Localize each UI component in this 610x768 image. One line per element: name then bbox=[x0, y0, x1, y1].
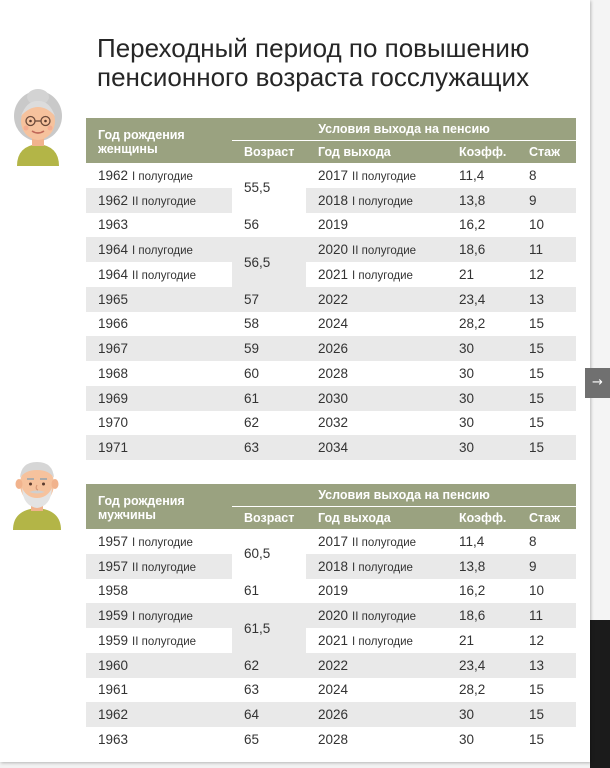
tenure-value: 8 bbox=[529, 533, 537, 549]
exit-half: I полугодие bbox=[352, 195, 413, 208]
birth-year: 1962 bbox=[98, 167, 129, 183]
birth-year: 1959 bbox=[98, 632, 129, 648]
birth-year: 1962 bbox=[98, 192, 129, 208]
table-row bbox=[86, 702, 576, 727]
men-table-body bbox=[86, 529, 576, 752]
tenure-cell bbox=[517, 653, 576, 678]
coeff-value: 11,4 bbox=[459, 167, 485, 183]
tenure-cell bbox=[517, 262, 576, 287]
birth-year: 1963 bbox=[98, 731, 129, 747]
men-table bbox=[86, 484, 576, 752]
tenure-value: 15 bbox=[529, 365, 545, 381]
exit-year-cell bbox=[306, 628, 447, 653]
tenure-cell bbox=[517, 163, 576, 188]
coeff-value: 16,2 bbox=[459, 583, 486, 599]
tenure-value: 13 bbox=[529, 291, 545, 307]
birth-year-cell bbox=[86, 702, 232, 727]
birth-half: I полугодие bbox=[132, 245, 193, 258]
birth-year-cell bbox=[86, 262, 232, 287]
conditions-header: Условия выхода на пенсию bbox=[232, 484, 576, 507]
exit-year-cell bbox=[306, 702, 447, 727]
birth-year-cell bbox=[86, 287, 232, 312]
tenure-value: 12 bbox=[529, 632, 545, 648]
exit-year-cell bbox=[306, 188, 447, 213]
exit-year-cell bbox=[306, 579, 447, 604]
age-value: 61,5 bbox=[244, 620, 271, 636]
birth-year-cell bbox=[86, 312, 232, 337]
age-value: 62 bbox=[244, 657, 260, 673]
birth-year-cell bbox=[86, 213, 232, 238]
coeff-value: 23,4 bbox=[459, 657, 486, 673]
birth-year-cell bbox=[86, 361, 232, 386]
age-cell bbox=[232, 163, 306, 213]
exit-year: 2026 bbox=[318, 707, 349, 723]
exit-year-header: Год выхода bbox=[306, 141, 447, 164]
tenure-value: 15 bbox=[529, 390, 545, 406]
tenure-header: Стаж bbox=[517, 507, 576, 530]
exit-year-cell bbox=[306, 361, 447, 386]
tenure-value: 11 bbox=[529, 608, 544, 624]
table-row bbox=[86, 237, 576, 262]
tenure-value: 11 bbox=[529, 242, 544, 258]
table-row bbox=[86, 554, 576, 579]
age-cell bbox=[232, 237, 306, 287]
age-cell bbox=[232, 411, 306, 436]
coeff-cell bbox=[447, 411, 517, 436]
tenure-value: 10 bbox=[529, 217, 545, 233]
birth-year: 1970 bbox=[98, 415, 129, 431]
age-value: 55,5 bbox=[244, 180, 271, 196]
birth-year-cell bbox=[86, 163, 232, 188]
coeff-cell bbox=[447, 529, 517, 554]
conditions-header: Условия выхода на пенсию bbox=[232, 118, 576, 141]
exit-year: 2020 bbox=[318, 242, 349, 258]
age-cell bbox=[232, 678, 306, 703]
birth-half: II полугодие bbox=[132, 195, 197, 208]
exit-year: 2019 bbox=[318, 217, 349, 233]
exit-year-cell bbox=[306, 727, 447, 752]
age-value: 65 bbox=[244, 731, 260, 747]
birth-year: 1957 bbox=[98, 558, 129, 574]
coeff-value: 13,8 bbox=[459, 558, 486, 574]
coeff-cell bbox=[447, 213, 517, 238]
exit-year-cell bbox=[306, 163, 447, 188]
coeff-value: 30 bbox=[459, 390, 475, 406]
coeff-value: 13,8 bbox=[459, 192, 486, 208]
birth-year: 1965 bbox=[98, 291, 129, 307]
age-cell bbox=[232, 435, 306, 460]
coeff-cell bbox=[447, 287, 517, 312]
tenure-cell bbox=[517, 188, 576, 213]
exit-year-cell bbox=[306, 312, 447, 337]
women-table-body bbox=[86, 163, 576, 460]
exit-year: 2032 bbox=[318, 415, 349, 431]
exit-year: 2030 bbox=[318, 390, 349, 406]
birth-year: 1968 bbox=[98, 365, 129, 381]
tenure-header: Стаж bbox=[517, 141, 576, 164]
tenure-value: 15 bbox=[529, 415, 545, 431]
age-cell bbox=[232, 361, 306, 386]
coeff-cell bbox=[447, 727, 517, 752]
exit-year: 2026 bbox=[318, 341, 349, 357]
birth-half: I полугодие bbox=[132, 536, 193, 549]
grandmother-avatar-icon bbox=[7, 88, 69, 166]
page-title: Переходный период по повышению пенсионного возраста госслужащих bbox=[97, 33, 530, 92]
birth-year-cell bbox=[86, 435, 232, 460]
table-row bbox=[86, 336, 576, 361]
exit-half: II полугодие bbox=[352, 536, 417, 549]
exit-year: 2018 bbox=[318, 558, 349, 574]
exit-year: 2028 bbox=[318, 731, 349, 747]
age-value: 59 bbox=[244, 341, 260, 357]
birth-year-cell bbox=[86, 529, 232, 554]
tenure-value: 15 bbox=[529, 316, 545, 332]
table-row bbox=[86, 628, 576, 653]
tenure-cell bbox=[517, 213, 576, 238]
table-row bbox=[86, 653, 576, 678]
exit-half: I полугодие bbox=[352, 269, 413, 282]
age-header: Возраст bbox=[232, 141, 306, 164]
exit-year: 2021 bbox=[318, 266, 349, 282]
tenure-cell bbox=[517, 554, 576, 579]
coeff-value: 18,6 bbox=[459, 242, 486, 258]
coeff-value: 23,4 bbox=[459, 291, 486, 307]
table-row bbox=[86, 435, 576, 460]
exit-year-cell bbox=[306, 653, 447, 678]
tenure-cell bbox=[517, 287, 576, 312]
birth-half: I полугодие bbox=[132, 170, 193, 183]
table-row bbox=[86, 163, 576, 188]
table-row bbox=[86, 411, 576, 436]
birth-year-cell bbox=[86, 653, 232, 678]
birth-year: 1959 bbox=[98, 608, 129, 624]
tenure-cell bbox=[517, 336, 576, 361]
table-row bbox=[86, 727, 576, 752]
tenure-value: 8 bbox=[529, 167, 537, 183]
birth-year-cell bbox=[86, 628, 232, 653]
exit-half: I полугодие bbox=[352, 561, 413, 574]
tenure-cell bbox=[517, 579, 576, 604]
age-value: 61 bbox=[244, 583, 260, 599]
birth-year-header: Год рождения женщины bbox=[86, 118, 232, 163]
birth-year-cell bbox=[86, 188, 232, 213]
table-row bbox=[86, 579, 576, 604]
exit-year-cell bbox=[306, 386, 447, 411]
age-cell bbox=[232, 312, 306, 337]
age-value: 63 bbox=[244, 440, 260, 456]
table-row bbox=[86, 287, 576, 312]
birth-half: II полугодие bbox=[132, 635, 197, 648]
tenure-cell bbox=[517, 678, 576, 703]
table-row bbox=[86, 188, 576, 213]
birth-year-cell bbox=[86, 603, 232, 628]
birth-year: 1960 bbox=[98, 657, 129, 673]
birth-half: II полугодие bbox=[132, 561, 197, 574]
exit-half: I полугодие bbox=[352, 635, 413, 648]
age-value: 61 bbox=[244, 390, 260, 406]
birth-year: 1964 bbox=[98, 242, 129, 258]
exit-year-cell bbox=[306, 411, 447, 436]
exit-year: 2022 bbox=[318, 291, 349, 307]
age-value: 56,5 bbox=[244, 254, 271, 270]
age-value: 57 bbox=[244, 291, 260, 307]
age-value: 60,5 bbox=[244, 546, 271, 562]
table-row bbox=[86, 386, 576, 411]
birth-year: 1969 bbox=[98, 390, 129, 406]
age-cell bbox=[232, 529, 306, 579]
age-header: Возраст bbox=[232, 507, 306, 530]
table-row bbox=[86, 312, 576, 337]
age-cell bbox=[232, 213, 306, 238]
exit-year: 2020 bbox=[318, 608, 349, 624]
birth-half: I полугодие bbox=[132, 611, 193, 624]
birth-year: 1958 bbox=[98, 583, 129, 599]
table-row bbox=[86, 678, 576, 703]
coeff-cell bbox=[447, 361, 517, 386]
birth-year: 1967 bbox=[98, 341, 129, 357]
birth-year-cell bbox=[86, 411, 232, 436]
exit-half: II полугодие bbox=[352, 245, 417, 258]
next-arrow-button[interactable] bbox=[585, 368, 610, 398]
exit-year-cell bbox=[306, 603, 447, 628]
coeff-cell bbox=[447, 262, 517, 287]
coeff-value: 21 bbox=[459, 632, 475, 648]
coeff-value: 11,4 bbox=[459, 533, 485, 549]
tenure-cell bbox=[517, 702, 576, 727]
coeff-cell bbox=[447, 628, 517, 653]
exit-year-header: Год выхода bbox=[306, 507, 447, 530]
table-row bbox=[86, 361, 576, 386]
birth-year-cell bbox=[86, 579, 232, 604]
coeff-value: 30 bbox=[459, 341, 475, 357]
women-table bbox=[86, 118, 576, 460]
age-value: 56 bbox=[244, 217, 260, 233]
tenure-value: 13 bbox=[529, 657, 545, 673]
exit-year-cell bbox=[306, 554, 447, 579]
age-value: 64 bbox=[244, 707, 260, 723]
birth-year-header: Год рождения мужчины bbox=[86, 484, 232, 529]
tenure-cell bbox=[517, 237, 576, 262]
exit-year: 2017 bbox=[318, 167, 349, 183]
exit-year: 2034 bbox=[318, 440, 349, 456]
exit-year-cell bbox=[306, 262, 447, 287]
birth-year-cell bbox=[86, 727, 232, 752]
coeff-value: 30 bbox=[459, 707, 475, 723]
exit-half: II полугодие bbox=[352, 611, 417, 624]
birth-year: 1966 bbox=[98, 316, 129, 332]
exit-year-cell bbox=[306, 529, 447, 554]
table-row bbox=[86, 262, 576, 287]
birth-year: 1963 bbox=[98, 217, 129, 233]
age-cell bbox=[232, 386, 306, 411]
coeff-value: 30 bbox=[459, 440, 475, 456]
exit-year: 2017 bbox=[318, 533, 349, 549]
birth-year-cell bbox=[86, 386, 232, 411]
coeff-value: 28,2 bbox=[459, 316, 486, 332]
tenure-value: 15 bbox=[529, 682, 545, 698]
exit-year-cell bbox=[306, 237, 447, 262]
coeff-value: 30 bbox=[459, 731, 475, 747]
birth-half: II полугодие bbox=[132, 269, 197, 282]
exit-year-cell bbox=[306, 287, 447, 312]
tenure-cell bbox=[517, 411, 576, 436]
tenure-cell bbox=[517, 361, 576, 386]
coeff-value: 28,2 bbox=[459, 682, 486, 698]
exit-year-cell bbox=[306, 213, 447, 238]
coeff-cell bbox=[447, 163, 517, 188]
tenure-value: 9 bbox=[529, 558, 537, 574]
grandfather-avatar-icon bbox=[7, 456, 67, 530]
exit-year: 2021 bbox=[318, 632, 349, 648]
coeff-value: 21 bbox=[459, 266, 475, 282]
exit-year: 2019 bbox=[318, 583, 349, 599]
coeff-value: 30 bbox=[459, 365, 475, 381]
tenure-value: 15 bbox=[529, 341, 545, 357]
birth-year-cell bbox=[86, 336, 232, 361]
age-cell bbox=[232, 653, 306, 678]
birth-year: 1957 bbox=[98, 533, 129, 549]
coeff-cell bbox=[447, 336, 517, 361]
coeff-cell bbox=[447, 435, 517, 460]
tenure-value: 9 bbox=[529, 192, 537, 208]
coeff-cell bbox=[447, 554, 517, 579]
exit-year: 2024 bbox=[318, 316, 349, 332]
coeff-value: 30 bbox=[459, 415, 475, 431]
coeff-cell bbox=[447, 386, 517, 411]
arrow-right-icon: → bbox=[592, 375, 603, 390]
tenure-value: 15 bbox=[529, 731, 545, 747]
tenure-cell bbox=[517, 386, 576, 411]
coeff-header: Коэфф. bbox=[447, 507, 517, 530]
coeff-value: 18,6 bbox=[459, 608, 486, 624]
exit-year: 2018 bbox=[318, 192, 349, 208]
exit-year-cell bbox=[306, 435, 447, 460]
coeff-cell bbox=[447, 188, 517, 213]
tenure-cell bbox=[517, 312, 576, 337]
age-value: 60 bbox=[244, 365, 260, 381]
coeff-cell bbox=[447, 579, 517, 604]
coeff-cell bbox=[447, 312, 517, 337]
tenure-cell bbox=[517, 628, 576, 653]
exit-year-cell bbox=[306, 336, 447, 361]
coeff-value: 16,2 bbox=[459, 217, 486, 233]
tenure-value: 10 bbox=[529, 583, 545, 599]
coeff-cell bbox=[447, 653, 517, 678]
tenure-cell bbox=[517, 603, 576, 628]
exit-year: 2022 bbox=[318, 657, 349, 673]
tenure-value: 15 bbox=[529, 707, 545, 723]
coeff-cell bbox=[447, 702, 517, 727]
exit-half: II полугодие bbox=[352, 170, 417, 183]
age-value: 62 bbox=[244, 415, 260, 431]
tenure-cell bbox=[517, 435, 576, 460]
birth-year-cell bbox=[86, 554, 232, 579]
age-value: 58 bbox=[244, 316, 260, 332]
coeff-header: Коэфф. bbox=[447, 141, 517, 164]
exit-year: 2028 bbox=[318, 365, 349, 381]
birth-year: 1961 bbox=[98, 682, 129, 698]
age-cell bbox=[232, 336, 306, 361]
age-cell bbox=[232, 579, 306, 604]
tenure-cell bbox=[517, 529, 576, 554]
table-row bbox=[86, 529, 576, 554]
age-cell bbox=[232, 603, 306, 653]
birth-year: 1962 bbox=[98, 707, 129, 723]
coeff-cell bbox=[447, 237, 517, 262]
tenure-cell bbox=[517, 727, 576, 752]
age-cell bbox=[232, 727, 306, 752]
birth-year-cell bbox=[86, 237, 232, 262]
birth-year-cell bbox=[86, 678, 232, 703]
table-row bbox=[86, 213, 576, 238]
coeff-cell bbox=[447, 678, 517, 703]
age-cell bbox=[232, 287, 306, 312]
age-value: 63 bbox=[244, 682, 260, 698]
table-row bbox=[86, 603, 576, 628]
birth-year: 1971 bbox=[98, 440, 129, 456]
tenure-value: 15 bbox=[529, 440, 545, 456]
age-cell bbox=[232, 702, 306, 727]
coeff-cell bbox=[447, 603, 517, 628]
exit-year: 2024 bbox=[318, 682, 349, 698]
exit-year-cell bbox=[306, 678, 447, 703]
tenure-value: 12 bbox=[529, 266, 545, 282]
birth-year: 1964 bbox=[98, 266, 129, 282]
